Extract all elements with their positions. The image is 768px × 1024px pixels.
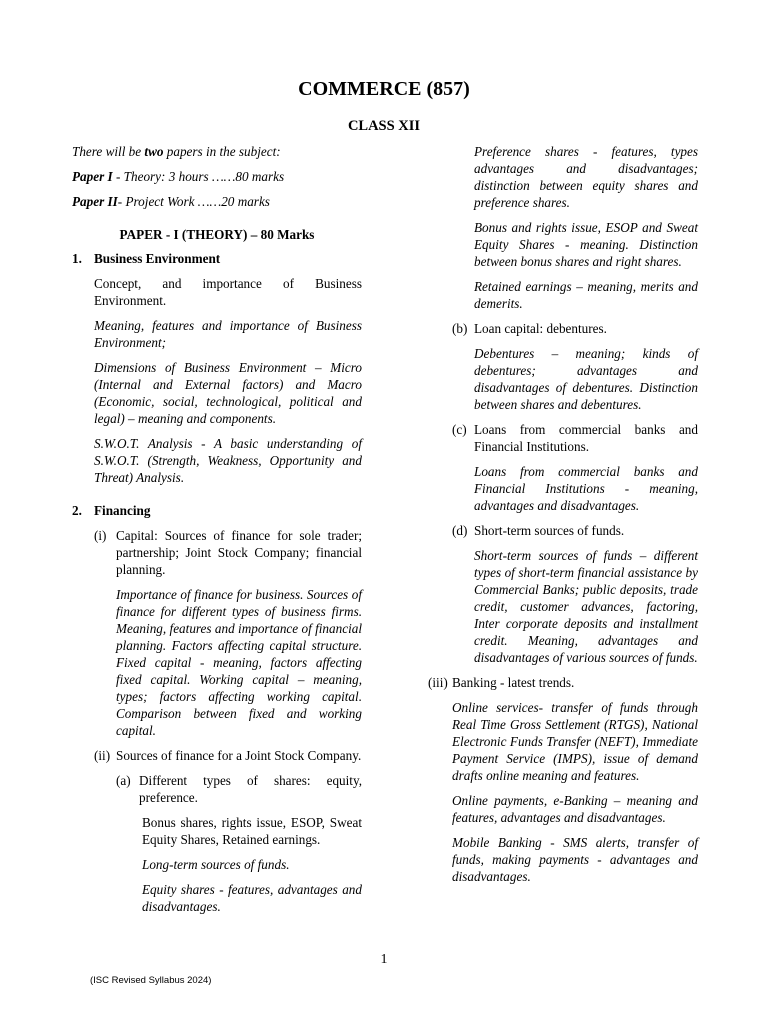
intro-text-post: papers in the subject: <box>163 144 281 159</box>
paper1-text: - Theory: 3 hours ……80 marks <box>112 169 285 184</box>
section-1-para-2: Meaning, features and importance of Business Environment; <box>94 318 362 350</box>
item-a-para-6: Retained earnings – meaning, merits and demerits. <box>474 279 698 311</box>
item-d <box>452 522 698 539</box>
section-1-para-1: Concept, and importance of Business Environment. <box>94 276 362 308</box>
item-i-text: Capital: Sources of finance for sole trader; partnership; Joint Stock Company; financial planning. <box>116 528 362 577</box>
page-number: 1 <box>380 952 388 967</box>
item-ii-number: (ii) <box>94 748 111 763</box>
item-i <box>94 527 362 578</box>
section-2-number: 2. <box>72 503 82 518</box>
item-c-number: (c) <box>452 422 467 437</box>
footer-note: (ISC Revised Syllabus 2024) <box>90 975 212 986</box>
item-iii-para-2: Online payments, e-Banking – meaning and features, advantages and disadvantages. <box>452 793 698 825</box>
item-a-para-4: Preference shares - features, types advantages and disadvantages; distinction between equity shares and preference shares. <box>474 144 698 210</box>
item-iii-para-3: Mobile Banking - SMS alerts, transfer of funds, making payments - advantages and disadvantages. <box>452 835 698 884</box>
item-a-para-3: Equity shares - features, advantages and disadvantages. <box>142 882 362 914</box>
item-c-para-1: Loans from commercial banks and Financial Institutions - meaning, advantages and disadvantages. <box>474 464 698 513</box>
item-a <box>116 772 362 806</box>
item-iii-para-1: Online services- transfer of funds through Real Time Gross Settlement (RTGS), National Electronic Funds Transfer (NEFT), Immediate Payment Service (IMPS), issue of demand drafts online meaning and features. <box>452 700 698 783</box>
class-heading: CLASS XII <box>347 118 421 134</box>
item-c-text: Loans from commercial banks and Financial Institutions. <box>474 422 698 454</box>
page-title: COMMERCE (857) <box>298 78 470 100</box>
item-ii <box>94 747 362 764</box>
paper2-line <box>72 193 362 210</box>
section-1-title: Business Environment <box>94 251 221 266</box>
paper2-text: - Project Work ……20 marks <box>117 194 270 209</box>
right-column <box>428 143 698 893</box>
paper2-label: Paper II <box>72 194 118 209</box>
paper-heading: PAPER - I (THEORY) – 80 Marks <box>119 227 315 242</box>
item-iii-number: (iii) <box>428 675 448 690</box>
intro-text-pre: There will be <box>72 144 145 159</box>
intro-line <box>72 143 362 160</box>
item-a-para-2: Long-term sources of funds. <box>142 857 290 872</box>
item-ii-text: Sources of finance for a Joint Stock Company. <box>116 748 362 763</box>
item-a-number: (a) <box>116 773 131 788</box>
item-d-number: (d) <box>452 523 468 538</box>
item-i-number: (i) <box>94 528 107 543</box>
item-d-text: Short-term sources of funds. <box>474 523 625 538</box>
item-c <box>452 421 698 455</box>
section-1-para-3: Dimensions of Business Environment – Micro (Internal and External factors) and Macro (Economic, social, technological, political and legal) – meaning and components. <box>94 360 362 426</box>
section-1-para-4: S.W.O.T. Analysis - A basic understanding of S.W.O.T. (Strength, Weakness, Opportunity and Threat) Analysis. <box>94 436 362 485</box>
item-a-para-1: Bonus shares, rights issue, ESOP, Sweat Equity Shares, Retained earnings. <box>142 815 362 847</box>
paper1-line <box>72 168 362 185</box>
item-b-para-1: Debentures – meaning; kinds of debentures; advantages and disadvantages of debentures. Distinction between shares and debentures. <box>474 346 698 412</box>
item-iii <box>428 674 698 691</box>
left-column <box>72 143 362 923</box>
item-b-text: Loan capital: debentures. <box>474 321 607 336</box>
section-2-title: Financing <box>94 503 151 518</box>
section-1-number: 1. <box>72 251 82 266</box>
item-iii-text: Banking - latest trends. <box>452 675 575 690</box>
section-1-heading <box>72 250 362 267</box>
item-b-number: (b) <box>452 321 468 336</box>
section-2-heading <box>72 502 362 519</box>
item-b <box>452 320 698 337</box>
intro-text-bold: two <box>144 144 164 159</box>
paper1-label: Paper I <box>72 169 113 184</box>
item-a-text: Different types of shares: equity, preference. <box>139 773 362 805</box>
item-a-para-5: Bonus and rights issue, ESOP and Sweat Equity Shares - meaning. Distinction between bonus shares and right shares. <box>474 220 698 269</box>
item-d-para-1: Short-term sources of funds – different types of short-term financial assistance by Commercial Banks; public deposits, trade credit, customer advances, factoring, Inter corporate deposits and installment credit. Meaning, advantages and disadvantages of various sources of funds. <box>474 548 698 665</box>
item-i-detail: Importance of finance for business. Sources of finance for different types of business firms. Meaning, features and importance of financial planning. Factors affecting capital structure. Fixed capital - meaning, factors affecting fixed capital. Working capital – meaning, types; factors affecting working capital. Comparison between fixed and working capital. <box>116 587 362 738</box>
